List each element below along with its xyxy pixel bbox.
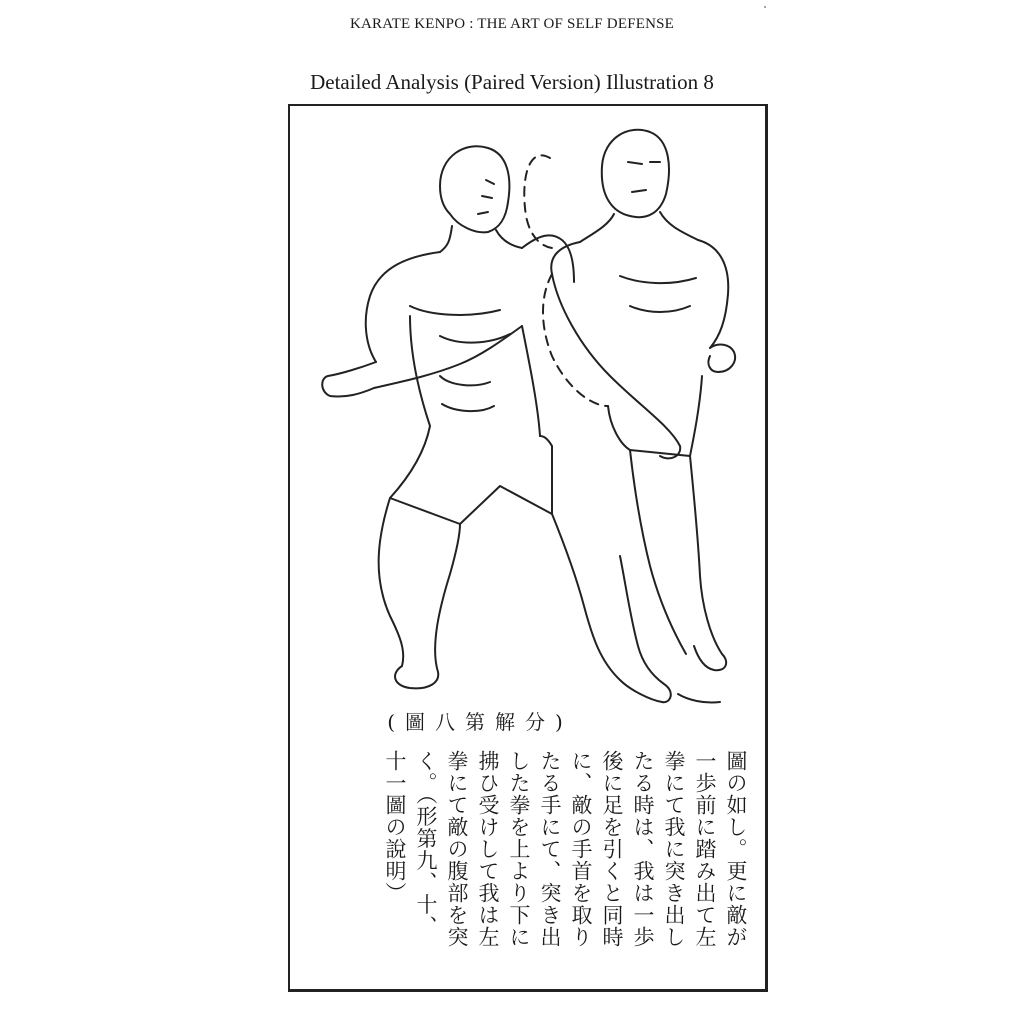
- left-figure: [322, 146, 671, 702]
- illustration-plate: [288, 104, 768, 992]
- motion-arc: [524, 155, 552, 248]
- illustration-title: Detailed Analysis (Paired Version) Illustration 8: [310, 70, 714, 94]
- text-column: たる時は、我は一歩: [631, 750, 655, 948]
- text-column: に、敵の手首を取り: [569, 750, 593, 948]
- two-men-kata-drawing: [290, 106, 770, 726]
- text-column: 拳にて我に突き出し: [662, 750, 686, 948]
- vertical-japanese-text: [379, 750, 751, 990]
- right-figure: [543, 130, 735, 703]
- text-column: 後に足を引くと同時: [600, 750, 624, 948]
- text-column: 拳にて敵の腹部を突: [445, 750, 469, 948]
- text-column: 拂ひ受けして我は左: [476, 750, 500, 948]
- text-column: 一歩前に踏み出て左: [693, 750, 717, 948]
- text-column: く。（形第九、十、: [414, 750, 438, 938]
- text-column: した拳を上より下に: [507, 750, 531, 948]
- text-column: 圖の如し。更に敵が: [724, 750, 748, 948]
- speck: [764, 6, 766, 8]
- figure-caption: (圖八第解分): [387, 710, 573, 734]
- text-column: たる手にて、突き出: [538, 750, 562, 948]
- text-column: 十一圖の說明）: [383, 750, 407, 904]
- book-header: KARATE KENPO : THE ART OF SELF DEFENSE: [349, 16, 675, 32]
